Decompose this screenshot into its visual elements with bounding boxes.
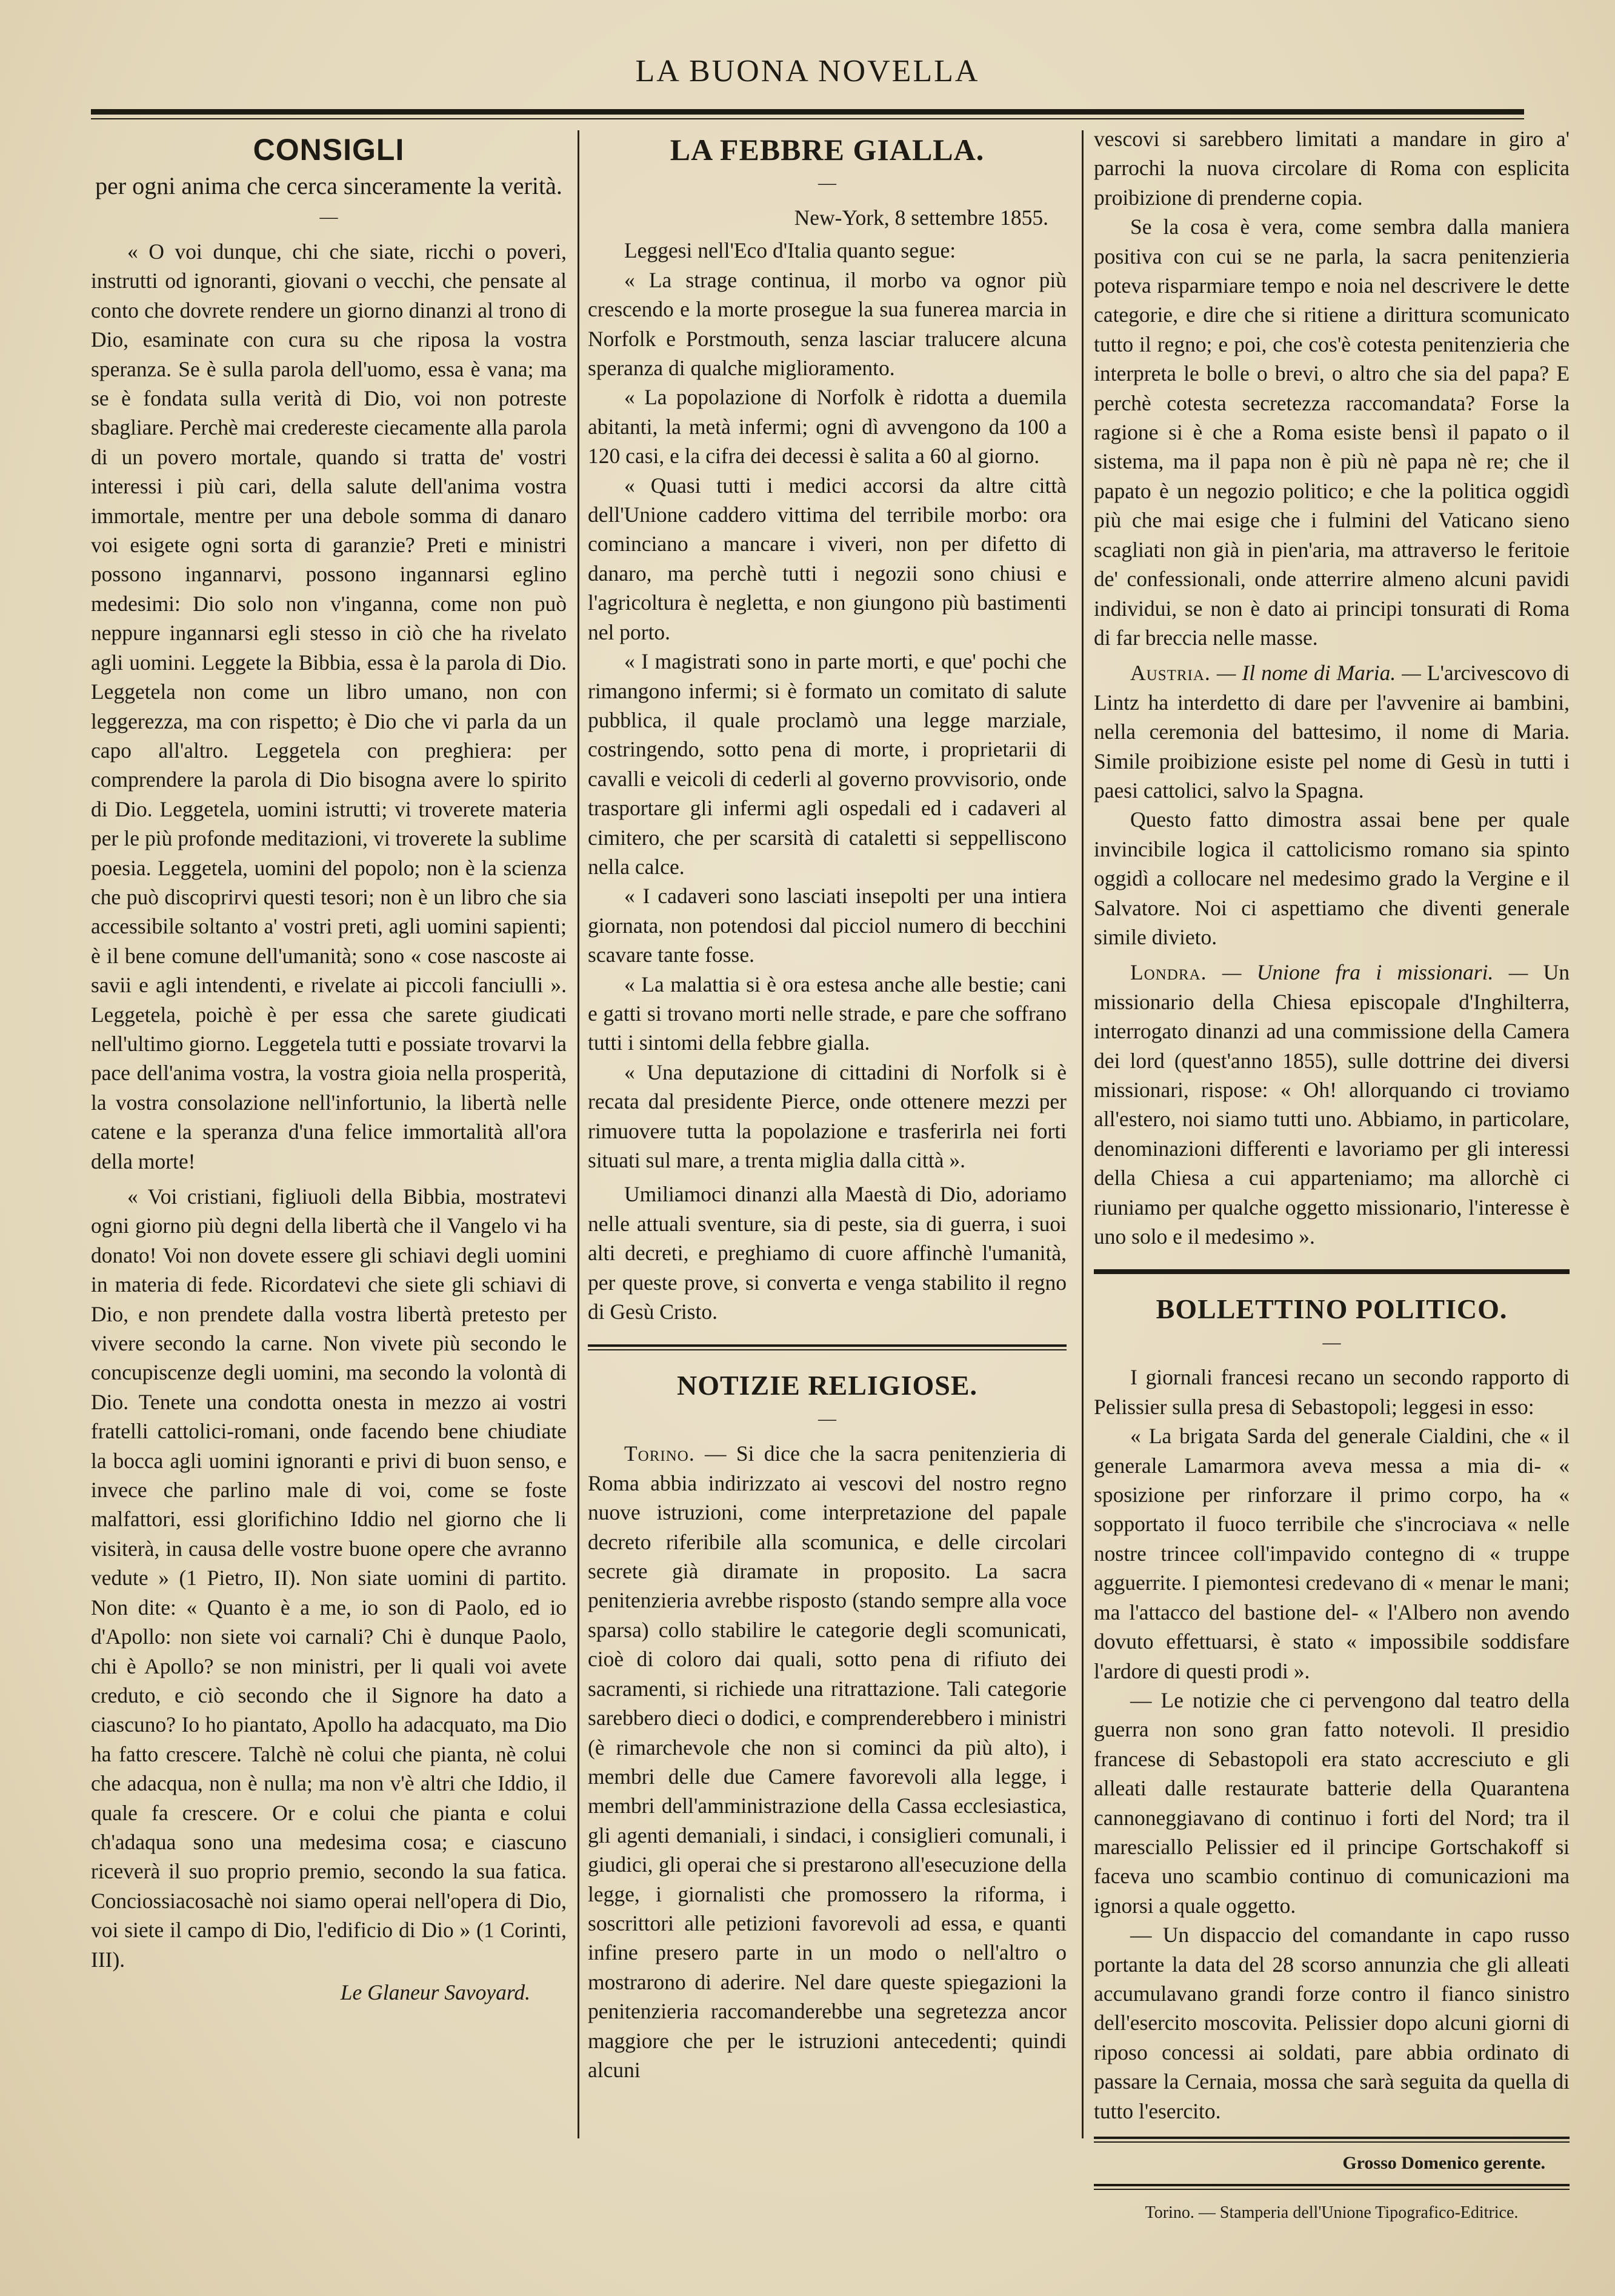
paragraph: — Un dispaccio del comandante in capo russo portante la data del 28 scorso annunzia che gli alleati accumulavano grandi forze contro il fianco sinistro dell'esercito moscovita. Pelissier dopo alcuni giorni di riposo concessi ai soldati, pare abbia ordinato di passare la Cernaia, mossa che sarà seguita da quella di tutto l'esercito.: [1094, 1923, 1570, 2123]
gerente-line: Grosso Domenico gerente.: [1342, 2153, 1545, 2173]
paragraph-text: — Si dice che la sacra penitenzieria di Roma abbia indirizzato ai vescovi del nostro regno nuove istruzioni, come interpretazione del papale decreto riferibile alla scomunica, e delle circolari secrete già diramate in proposito. La sacra penitenzieria avrebbe risposto (stando sempre alla voce sparsa) collo stabilire le categorie degli scomunicati, cioè di coloro dai quali, sotto pena di rifiuto dei sacramenti, si richiede una ritrattazione. Tali categorie sarebbero dieci o dodici, e comprenderebbero i ministri (è rimarchevole che non si cominci da più alto), i membri delle due Camere favorevoli alla legge, i membri dell'amministrazione della Cassa ecclesiastica, gli agenti demaniali, i sindaci, i consiglieri comunali, i giudici, gli operai che si prestarono all'esecuzione della legge, i giornalisti che promossero la riforma, i soscrittori alle petizioni favorevoli ad essa, e quanti infine presero parte in un modo o nell'altro o mostrarono di aderire. Nel dare queste spiegazioni la penitenzieria raccomanderebbe una segretezza ancor maggiore che per le istruzioni antecedenti; quindi alcuni: [588, 1441, 1067, 2082]
paragraph: Leggesi nell'Eco d'Italia quanto segue:: [624, 238, 956, 263]
separator-dash: —: [818, 1409, 836, 1429]
column-divider-left: [578, 130, 579, 2138]
paragraph-austria: [1094, 658, 1570, 805]
column-middle: [588, 124, 1067, 2223]
place-label: Austria.: [1130, 661, 1211, 686]
section-title-bollettino: BOLLETTINO POLITICO.: [1156, 1293, 1508, 1325]
paragraph-text: L'arcivescovo di Lintz ha interdetto di dare per l'avvenire ai bambini, nella ceremonia del battesimo, il nome di Maria. Simile proibizione esiste pel nome di Gesù in tutti i paesi cattolici, salvo la Spagna.: [1094, 661, 1570, 803]
paragraph-text: Un missionario della Chiesa episcopale d'Inghilterra, interrogato dinanzi ad una commissione della Camera dei lord (quest'anno 1855), sulle dottrine dei diversi missionari, rispose: « Oh! allorquando ci troviamo all'estero, noi siamo tutti uno. Abbiamo, in particolare, denominazioni differenti e lavoriamo per gli interessi della Chiesa a cui apparteniamo; ma allorchè ci riuniamo per qualche oggetto missionario, l'interesse è uno solo e il medesimo ».: [1094, 960, 1570, 1249]
paragraph-londra: [1094, 958, 1570, 1251]
paragraph: « Quasi tutti i medici accorsi da altre città dell'Unione caddero vittima del terribile morbo: ora cominciano a mancare i viveri, non per difetto di danaro, ma perchè tutti i negozii sono chiusi e l'agricoltura è negletta, e non giungono più bastimenti nel porto.: [588, 473, 1067, 644]
column-divider-right: [1082, 130, 1084, 2138]
paragraph-torino: [588, 1439, 1067, 2084]
paragraph: « La brigata Sarda del generale Cialdini, che « il generale Lamarmora aveva messa a mia di- « sposizione per rinforzare il primo corpo, ha « sopportato il fuoco terribile che s'incrociava « nelle nostre trincee coll'impavido contegno di « truppe agguerrite. I piemontesi credevano di « menar le mani; ma l'attacco del bastione del- « l'Albero non avendo dovuto effettuarsi, è stato « impossibile soddisfare l'ardore di questi prodi ».: [1094, 1424, 1570, 1683]
paragraph: « La popolazione di Norfolk è ridotta a duemila abitanti, la metà infermi; ogni dì avvengono da 100 a 120 casi, e la cifra dei decessi è salita a 60 al giorno.: [588, 385, 1067, 469]
printer-line: Torino. — Stamperia dell'Unione Tipografico-Editrice.: [1145, 2203, 1519, 2223]
section-title-notizie: NOTIZIE RELIGIOSE.: [676, 1370, 978, 1401]
paragraph: « I cadaveri sono lasciati insepolti per una intiera giornata, non potendosi dal picciol numero di becchini scavare tante fosse.: [588, 884, 1067, 967]
separator-dash: —: [818, 173, 836, 193]
paragraph: « Una deputazione di cittadini di Norfolk si è recata dal presidente Pierce, onde ottenere mezzi per rimuovere tutta la popolazione e trasferirla nei forti situati sul mare, a trenta miglia dalla città ».: [588, 1060, 1067, 1172]
column-left: [91, 124, 567, 2223]
masthead-rule: [91, 109, 1524, 119]
item-title: — Il nome di Maria. —: [1216, 661, 1421, 686]
paragraph: Umiliamoci dinanzi alla Maestà di Dio, adoriamo nelle attuali sventure, sia di peste, sia di guerra, i suoi alti decreti, e preghiamo di cuore affinchè l'umanità, per queste prove, si converta e venga stabilito il regno di Gesù Cristo.: [588, 1182, 1067, 1324]
paragraph: I giornali francesi recano un secondo rapporto di Pelissier sulla presa di Sebastopoli; leggesi in esso:: [1094, 1365, 1570, 1419]
section-rule: [1094, 1269, 1570, 1274]
signature: Le Glaneur Savoyard.: [340, 1980, 530, 2004]
paragraph: « La strage continua, il morbo va ognor più crescendo e la morte prosegue la sua funerea marcia in Norfolk e Porstmouth, senza lasciar tralucere alcuna speranza di qualche miglioramento.: [588, 267, 1067, 381]
paragraph: vescovi si sarebbero limitati a mandare in giro a' parrochi la nuova circolare di Roma con esplicita proibizione di prenderne copia.: [1094, 127, 1570, 210]
paragraph: — Le notizie che ci pervengono dal teatro della guerra non sono gran fatto notevoli. Il presidio francese di Sebastopoli era stato accresciuto e gli alleati dalle restaurate batterie della Quarantena cannoneggiavano di continuo i forti del Nord; tra il maresciallo Pelissier ed il principe Gortschakoff si faceva uno scambio continuo di comunicazioni ma ignorsi a quale oggetto.: [1094, 1687, 1570, 1918]
dateline: New-York, 8 settembre 1855.: [794, 205, 1048, 230]
place-label: Londra.: [1130, 960, 1207, 985]
paragraph: « La malattia si è ora estesa anche alle bestie; cani e gatti si trovano morti nelle strade, e pare che soffrano tutti i sintomi della febbre gialla.: [588, 972, 1067, 1055]
paragraph: Se la cosa è vera, come sembra dalla maniera positiva con cui se ne parla, la sacra penitenzieria poteva risparmiare tempo e noia nel descrivere le dette categorie, e dire che si ritiene a dirittura scomunicato tutto il regno; e poi, che cos'è cotesta penitenzieria che interpreta le bolle o brevi, o altro che sia del papa? E perchè cotesta secretezza raccomandata? Forse la ragione si è che a Roma esiste bensì il papato o il sistema, ma il papa non è più nè papa nè re; che il papato è un negozio politico; e che la politica oggidì più che mai esige che i fulmini del Vaticano sieno scagliati non già in pien'aria, ma attraverso le feritoie de' confessionali, onde atterrire almeno alcuni pavidi individui, se non è dato ai principi tonsurati di Roma di far breccia nelle masse.: [1094, 215, 1570, 650]
section-rule: [588, 1344, 1067, 1350]
paragraph: Questo fatto dimostra assai bene per quale invincibile logica il cattolicismo romano sia spinto oggidì a collocare nel medesimo grado la Vergine e il Salvatore. Noi ci aspettiamo che diventi generale simile divieto.: [1094, 807, 1570, 949]
paragraph: « O voi dunque, chi che siate, ricchi o poveri, instrutti od ignoranti, giovani o vecchi, che pensate al conto che dovrete rendere un giorno dinanzi al trono di Dio, esaminate con cura su che riposa la vostra speranza. Se è sulla parola dell'uomo, essa è vana; ma se è fondata sulla verità di Dio, voi non potreste sbagliare. Perchè mai credereste ciecamente alla parola di un povero mortale, quando si tratta de' vostri interessi i più cari, della salute dell'anima vostra immortale, mentre per una debole somma di danaro voi esigete ogni sorta di garanzie? Preti e ministri possono ingannarvi, possono ingannarsi eglino medesimi: Dio solo non v'inganna, come non può neppure ingannarsi egli stesso in ciò che ha rivelato agli uomini. Leggete la Bibbia, essa è la parola di Dio. Leggetela non come un libro umano, non con leggerezza, ma con rispetto; è Dio che vi parla da un capo all'altro. Leggetela con preghiera: per comprendere la parola di Dio bisogna avere lo spirito di Dio. Leggetela, uomini istrutti; vi troverete materia per le più profonde meditazioni, vi troverete la sublime poesia. Leggetela, uomini del popolo; non è la scienza che può discoprirvi questi tesori; non è un libro che sia accessibile soltanto a' vostri preti, agli uomini sapienti; è il bene comune dell'umanità; sono « cose nascoste ai savii e agli intendenti, e rivelate ai piccoli fanciulli ». Leggetela, poichè è per essa che sarete giudicati nell'ultimo giorno. Leggetela tutti e possiate trovarvi la pace dell'anima vostra, la vostra gioia nella prosperità, la vostra consolazione nell'infortunio, la libertà nelle catene e la speranza d'una felice immortalità all'ora della morte!: [91, 239, 567, 1173]
separator-dash: —: [1322, 1332, 1341, 1353]
article-subtitle: per ogni anima che cerca sinceramente la verità.: [95, 172, 562, 199]
paragraph: « Voi cristiani, figliuoli della Bibbia, mostratevi ogni giorno più degni della libertà che il Vangelo vi ha donato! Voi non dovete essere gli schiavi degli uomini in materia di fede. Ricordatevi che siete gli schiavi di Dio, e non prendete dalla vostra libertà pretesto per vivere secondo la carne. Non vivete più secondo le concupiscenze degli uomini, ma secondo la volontà di Dio. Tenete una condotta onesta in mezzo ai vostri fratelli cattolici-romani, onde facendo bene chiudiate la bocca agli uomini ignoranti e privi di buon senso, e invece che parlino male di voi, come se foste malfattori, essi glorifichino Iddio nel giorno che li visiterà, in causa delle vostre buone opere che avranno vedute » (1 Pietro, II). Non siate uomini di partito. Non dite: « Quanto è a me, io son di Paolo, ed io d'Apollo: non siete voi carnali? Chi è dunque Paolo, chi è Apollo? se non ministri, per li quali voi avete creduto, e ciò secondo che il Signore ha dato a ciascuno? Io ho piantato, Apollo ha adacquato, ma Dio ha fatto crescere. Talchè nè colui che pianta, nè colui che adacqua, non è nulla; ma non v'è altri che Iddio, il quale fa crescere. Or e colui che pianta e colui ch'adaqua sono una medesima cosa; e ciascuno riceverà il suo proprio premio, secondo la sua fatica. Conciossiacosachè noi siamo operai nell'opera di Dio, voi siete il campo di Dio, l'edificio di Dio » (1 Corinti, III).: [91, 1184, 567, 1972]
article-title-febbre: LA FEBBRE GIALLA.: [670, 133, 985, 167]
masthead: LA BUONA NOVELLA: [635, 54, 980, 88]
footer-rule: [1094, 2184, 1570, 2190]
separator-dash: —: [319, 207, 338, 227]
column-right: [1094, 124, 1570, 2223]
item-title: — Unione fra i missionari. —: [1222, 960, 1528, 985]
place-label: Torino.: [624, 1441, 695, 1466]
paragraph: « I magistrati sono in parte morti, e que' pochi che rimangono infermi; si è formato un comitato di salute pubblica, il quale proclamò una legge marziale, costringendo, sotto pena di morte, i proprietarii di cavalli e veicoli di cederli al governo provvisorio, onde trasportare gli infermi agli ospedali ed i cadaveri al cimitero, che per scarsità di cataletti si seppelliscono nella calce.: [588, 649, 1067, 879]
footer-rule: [1094, 2137, 1570, 2143]
article-title-consigli: CONSIGLI: [253, 133, 405, 167]
